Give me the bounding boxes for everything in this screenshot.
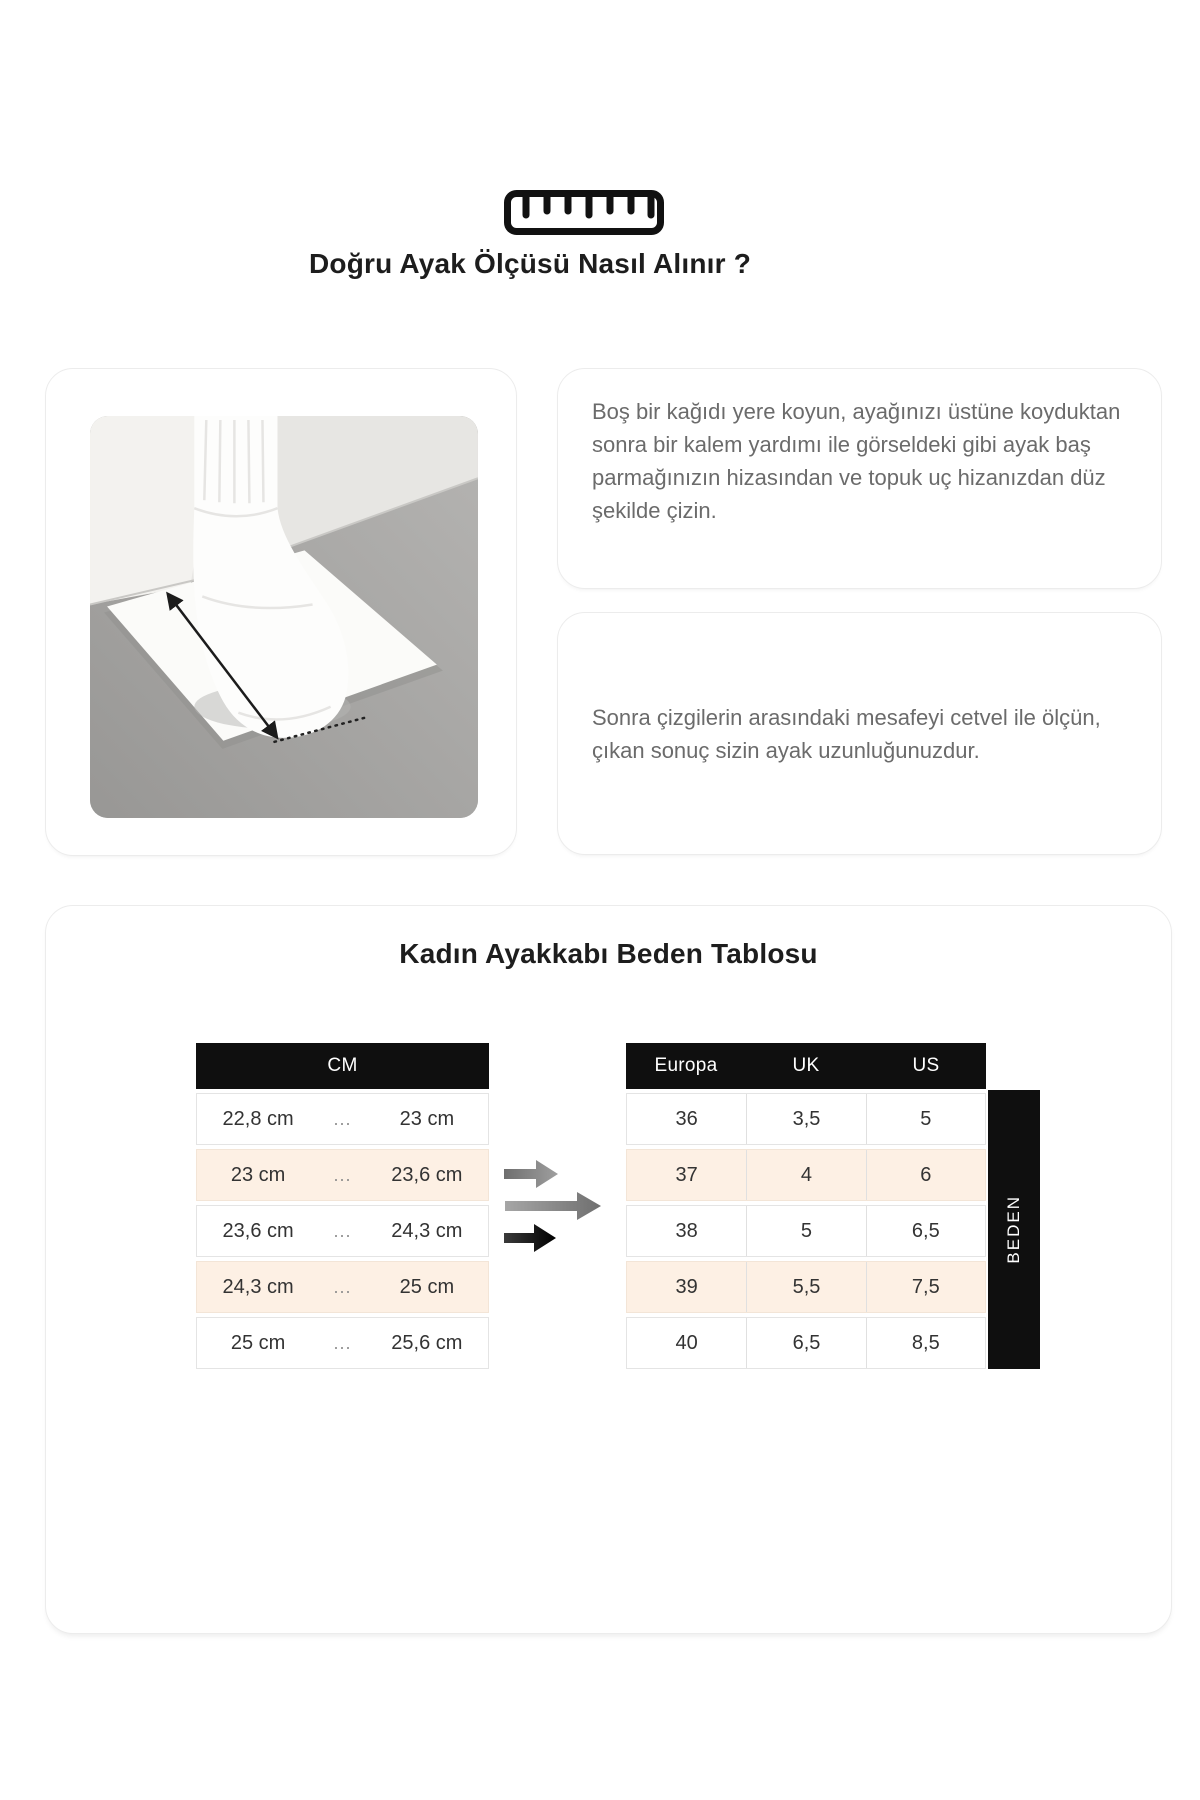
- size-uk: 5: [746, 1206, 865, 1256]
- header-us: US: [912, 1055, 940, 1076]
- size-table-card: [45, 905, 1172, 1634]
- size-table-header: [626, 1043, 986, 1089]
- size-table-title: Kadın Ayakkabı Beden Tablosu: [399, 938, 818, 969]
- cm-range-min: 22,8 cm: [222, 1107, 294, 1130]
- range-separator: ...: [333, 1276, 352, 1297]
- cm-range-min: 25 cm: [230, 1331, 286, 1354]
- transfer-arrows-icon: [496, 1158, 608, 1255]
- size-eu: 37: [675, 1163, 698, 1186]
- instruction-step2-text: Sonra çizgilerin arasındaki mesafeyi cetvel ile ölçün, çıkan sonuç sizin ayak uzunluğunuzdur.: [592, 704, 1101, 763]
- range-separator: ...: [333, 1220, 352, 1241]
- cm-range-max: 25 cm: [399, 1275, 455, 1298]
- range-separator: ...: [333, 1164, 352, 1185]
- cm-table-header: CM: [196, 1043, 489, 1089]
- cm-table-body: [196, 1093, 489, 1369]
- size-uk: 3,5: [746, 1094, 865, 1144]
- ruler-icon: [503, 189, 665, 236]
- cm-range-max: 23,6 cm: [391, 1163, 463, 1186]
- size-us: 5: [866, 1094, 985, 1144]
- size-uk: 5,5: [746, 1262, 865, 1312]
- header-uk: UK: [792, 1055, 820, 1076]
- header-europa: Europa: [654, 1055, 718, 1076]
- size-table-row: [626, 1205, 986, 1257]
- foot-measure-photo: [90, 416, 478, 818]
- cm-range-max: 23 cm: [399, 1107, 455, 1130]
- size-table-row: [626, 1317, 986, 1369]
- size-uk: 6,5: [746, 1318, 865, 1368]
- beden-side-label: [988, 1090, 1040, 1369]
- size-table-row: [626, 1261, 986, 1313]
- cm-table-row: [196, 1317, 489, 1369]
- size-table-row: [626, 1093, 986, 1145]
- cm-range-max: 24,3 cm: [391, 1219, 463, 1242]
- instruction-card-2: [557, 612, 1162, 855]
- size-us: 8,5: [866, 1318, 985, 1368]
- cm-table-row: [196, 1205, 489, 1257]
- size-us: 6: [866, 1150, 985, 1200]
- size-eu: 36: [675, 1107, 698, 1130]
- range-separator: ...: [333, 1332, 352, 1353]
- cm-table: [196, 1043, 489, 1369]
- size-uk: 4: [746, 1150, 865, 1200]
- cm-range-max: 25,6 cm: [391, 1331, 463, 1354]
- page-title: Doğru Ayak Ölçüsü Nasıl Alınır ?: [308, 248, 752, 279]
- cm-table-row: [196, 1093, 489, 1145]
- cm-range-min: 23 cm: [230, 1163, 286, 1186]
- cm-table-row: [196, 1149, 489, 1201]
- cm-range-min: 24,3 cm: [222, 1275, 294, 1298]
- size-table-body: [626, 1093, 986, 1369]
- beden-label-text: BEDEN: [1004, 1195, 1023, 1264]
- size-us: 6,5: [866, 1206, 985, 1256]
- cm-range-min: 23,6 cm: [222, 1219, 294, 1242]
- size-eu: 40: [675, 1331, 698, 1354]
- size-us: 7,5: [866, 1262, 985, 1312]
- foot-photo-card: [45, 368, 517, 856]
- size-table-row: [626, 1149, 986, 1201]
- size-conversion-table: [626, 1043, 986, 1369]
- size-eu: 38: [675, 1219, 698, 1242]
- cm-table-row: [196, 1261, 489, 1313]
- size-eu: 39: [675, 1275, 698, 1298]
- instruction-step1-text: Boş bir kağıdı yere koyun, ayağınızı üstüne koyduktan sonra bir kalem yardımı ile görseldeki gibi ayak baş parmağınızın hizasından ve topuk uç hizanızdan düz şekilde çizin.: [592, 399, 1121, 523]
- instruction-card-1: [557, 368, 1162, 589]
- range-separator: ...: [333, 1108, 352, 1129]
